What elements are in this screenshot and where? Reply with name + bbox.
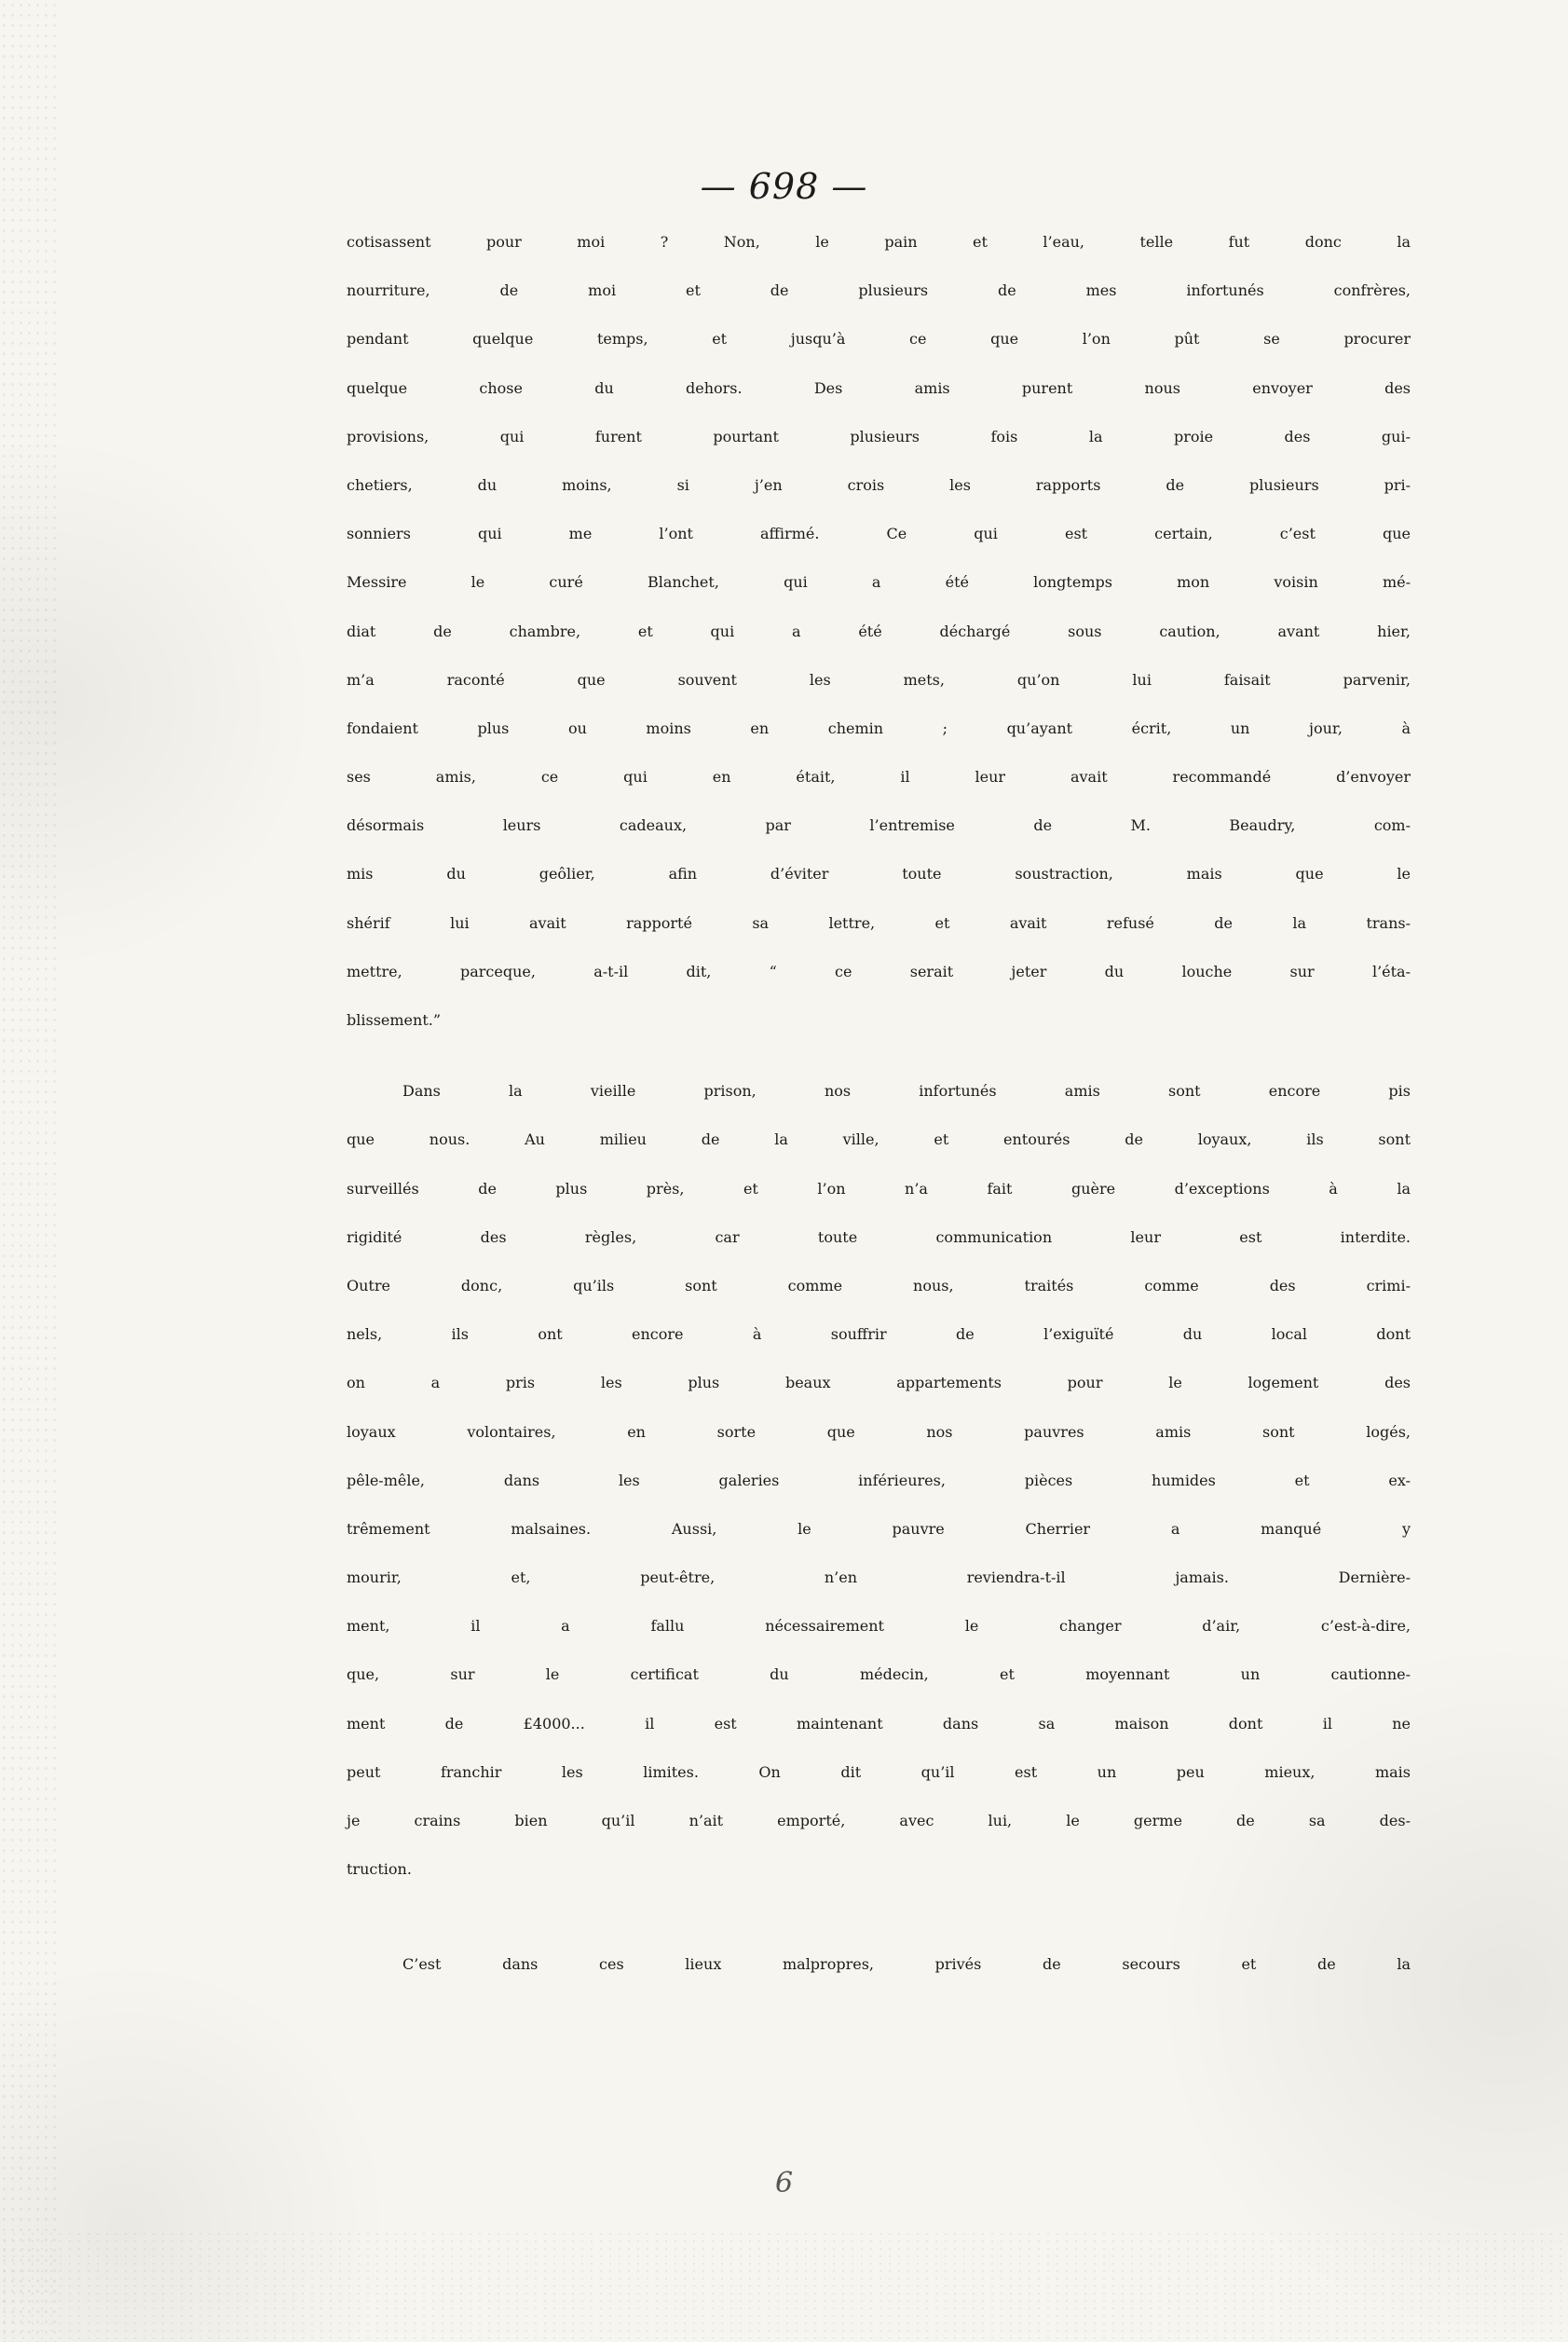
text-line: mis du geôlier, afin d’éviter toute soustraction, mais que le [347, 865, 1411, 883]
paragraph-gap [347, 1909, 1411, 1955]
text-line: cotisassent pour moi ? Non, le pain et l’eau, telle fut donc la [347, 233, 1411, 251]
paragraph-gap [347, 1060, 1411, 1082]
text-line: provisions, qui furent pourtant plusieurs fois la proie des gui- [347, 427, 1411, 445]
text-line: pendant quelque temps, et jusqu’à ce que l’on pût se procurer [347, 330, 1411, 349]
text-line: je crains bien qu’il n’ait emporté, avec lui, le germe de sa des- [347, 1812, 1411, 1829]
text-line: ment de £4000... il est maintenant dans sa maison dont il ne [347, 1714, 1411, 1733]
text-line: que nous. Au milieu de la ville, et entourés de loyaux, ils sont [347, 1130, 1411, 1149]
text-line: pêle-mêle, dans les galeries inférieures, pièces humides et ex- [347, 1471, 1411, 1489]
text-line: rigidité des règles, car toute communication leur est interdite. [347, 1227, 1411, 1246]
text-line: peut franchir les limites. On dit qu’il est un peu mieux, mais [347, 1762, 1411, 1781]
text-line: trêmement malsaines. Aussi, le pauvre Cherrier a manqué y [347, 1519, 1411, 1538]
text-line: nourriture, de moi et de plusieurs de mes infortunés confrères, [347, 281, 1411, 300]
text-line: surveillés de plus près, et l’on n’a fait guère d’exceptions à la [347, 1179, 1411, 1198]
text-line: désormais leurs cadeaux, par l’entremise de M. Beaudry, com- [347, 816, 1411, 835]
text-line: truction. [347, 1860, 412, 1879]
text-line: ment, il a fallu nécessairement le changer d’air, c’est-à-dire, [347, 1617, 1411, 1636]
scan-noise-left [0, 0, 56, 2342]
paragraph-1 [347, 233, 1411, 1060]
text-line: m’a raconté que souvent les mets, qu’on lui faisait parvenir, [347, 670, 1411, 689]
text-line: ses amis, ce qui en était, il leur avait recommandé d’envoyer [347, 768, 1411, 787]
text-line: quelque chose du dehors. Des amis purent nous envoyer des [347, 378, 1411, 397]
body-text [347, 233, 1411, 2005]
text-line: blissement.” [347, 1011, 442, 1029]
text-line: loyaux volontaires, en sorte que nos pauvres amis sont logés, [347, 1422, 1411, 1441]
text-line: on a pris les plus beaux appartements pour le logement des [347, 1374, 1411, 1392]
text-line: Dans la vieille prison, nos infortunés amis sont encore pis [402, 1082, 1411, 1101]
text-line: que, sur le certificat du médecin, et moyennant un cautionne- [347, 1665, 1411, 1684]
paragraph-2 [347, 1082, 1411, 1909]
text-line: chetiers, du moins, si j’en crois les rapports de plusieurs pri- [347, 475, 1411, 494]
text-line: mettre, parceque, a-t-il dit, “ ce serait jeter du louche sur l’éta- [347, 962, 1411, 980]
text-line: fondaient plus ou moins en chemin ; qu’ayant écrit, un jour, à [347, 719, 1411, 737]
text-line: Outre donc, qu’ils sont comme nous, traités comme des crimi- [347, 1276, 1411, 1294]
text-line: diat de chambre, et qui a été déchargé sous caution, avant hier, [347, 622, 1411, 640]
text-line: nels, ils ont encore à souffrir de l’exiguïté du local dont [347, 1325, 1411, 1344]
paragraph-3 [347, 1955, 1411, 2004]
text-line: shérif lui avait rapporté sa lettre, et avait refusé de la trans- [347, 913, 1411, 932]
scan-noise-bottom [0, 2230, 1568, 2342]
text-line: sonniers qui me l’ont affirmé. Ce qui est certain, c’est que [347, 525, 1411, 543]
text-line: mourir, et, peut-être, n’en reviendra-t-il jamais. Dernière- [347, 1568, 1411, 1587]
text-line: Messire le curé Blanchet, qui a été longtemps mon voisin mé- [347, 573, 1411, 592]
signature-mark: 6 [774, 2167, 794, 2199]
text-line: C’est dans ces lieux malpropres, privés de secours et de la [402, 1955, 1411, 1974]
page-number: — 698 — [700, 166, 868, 207]
